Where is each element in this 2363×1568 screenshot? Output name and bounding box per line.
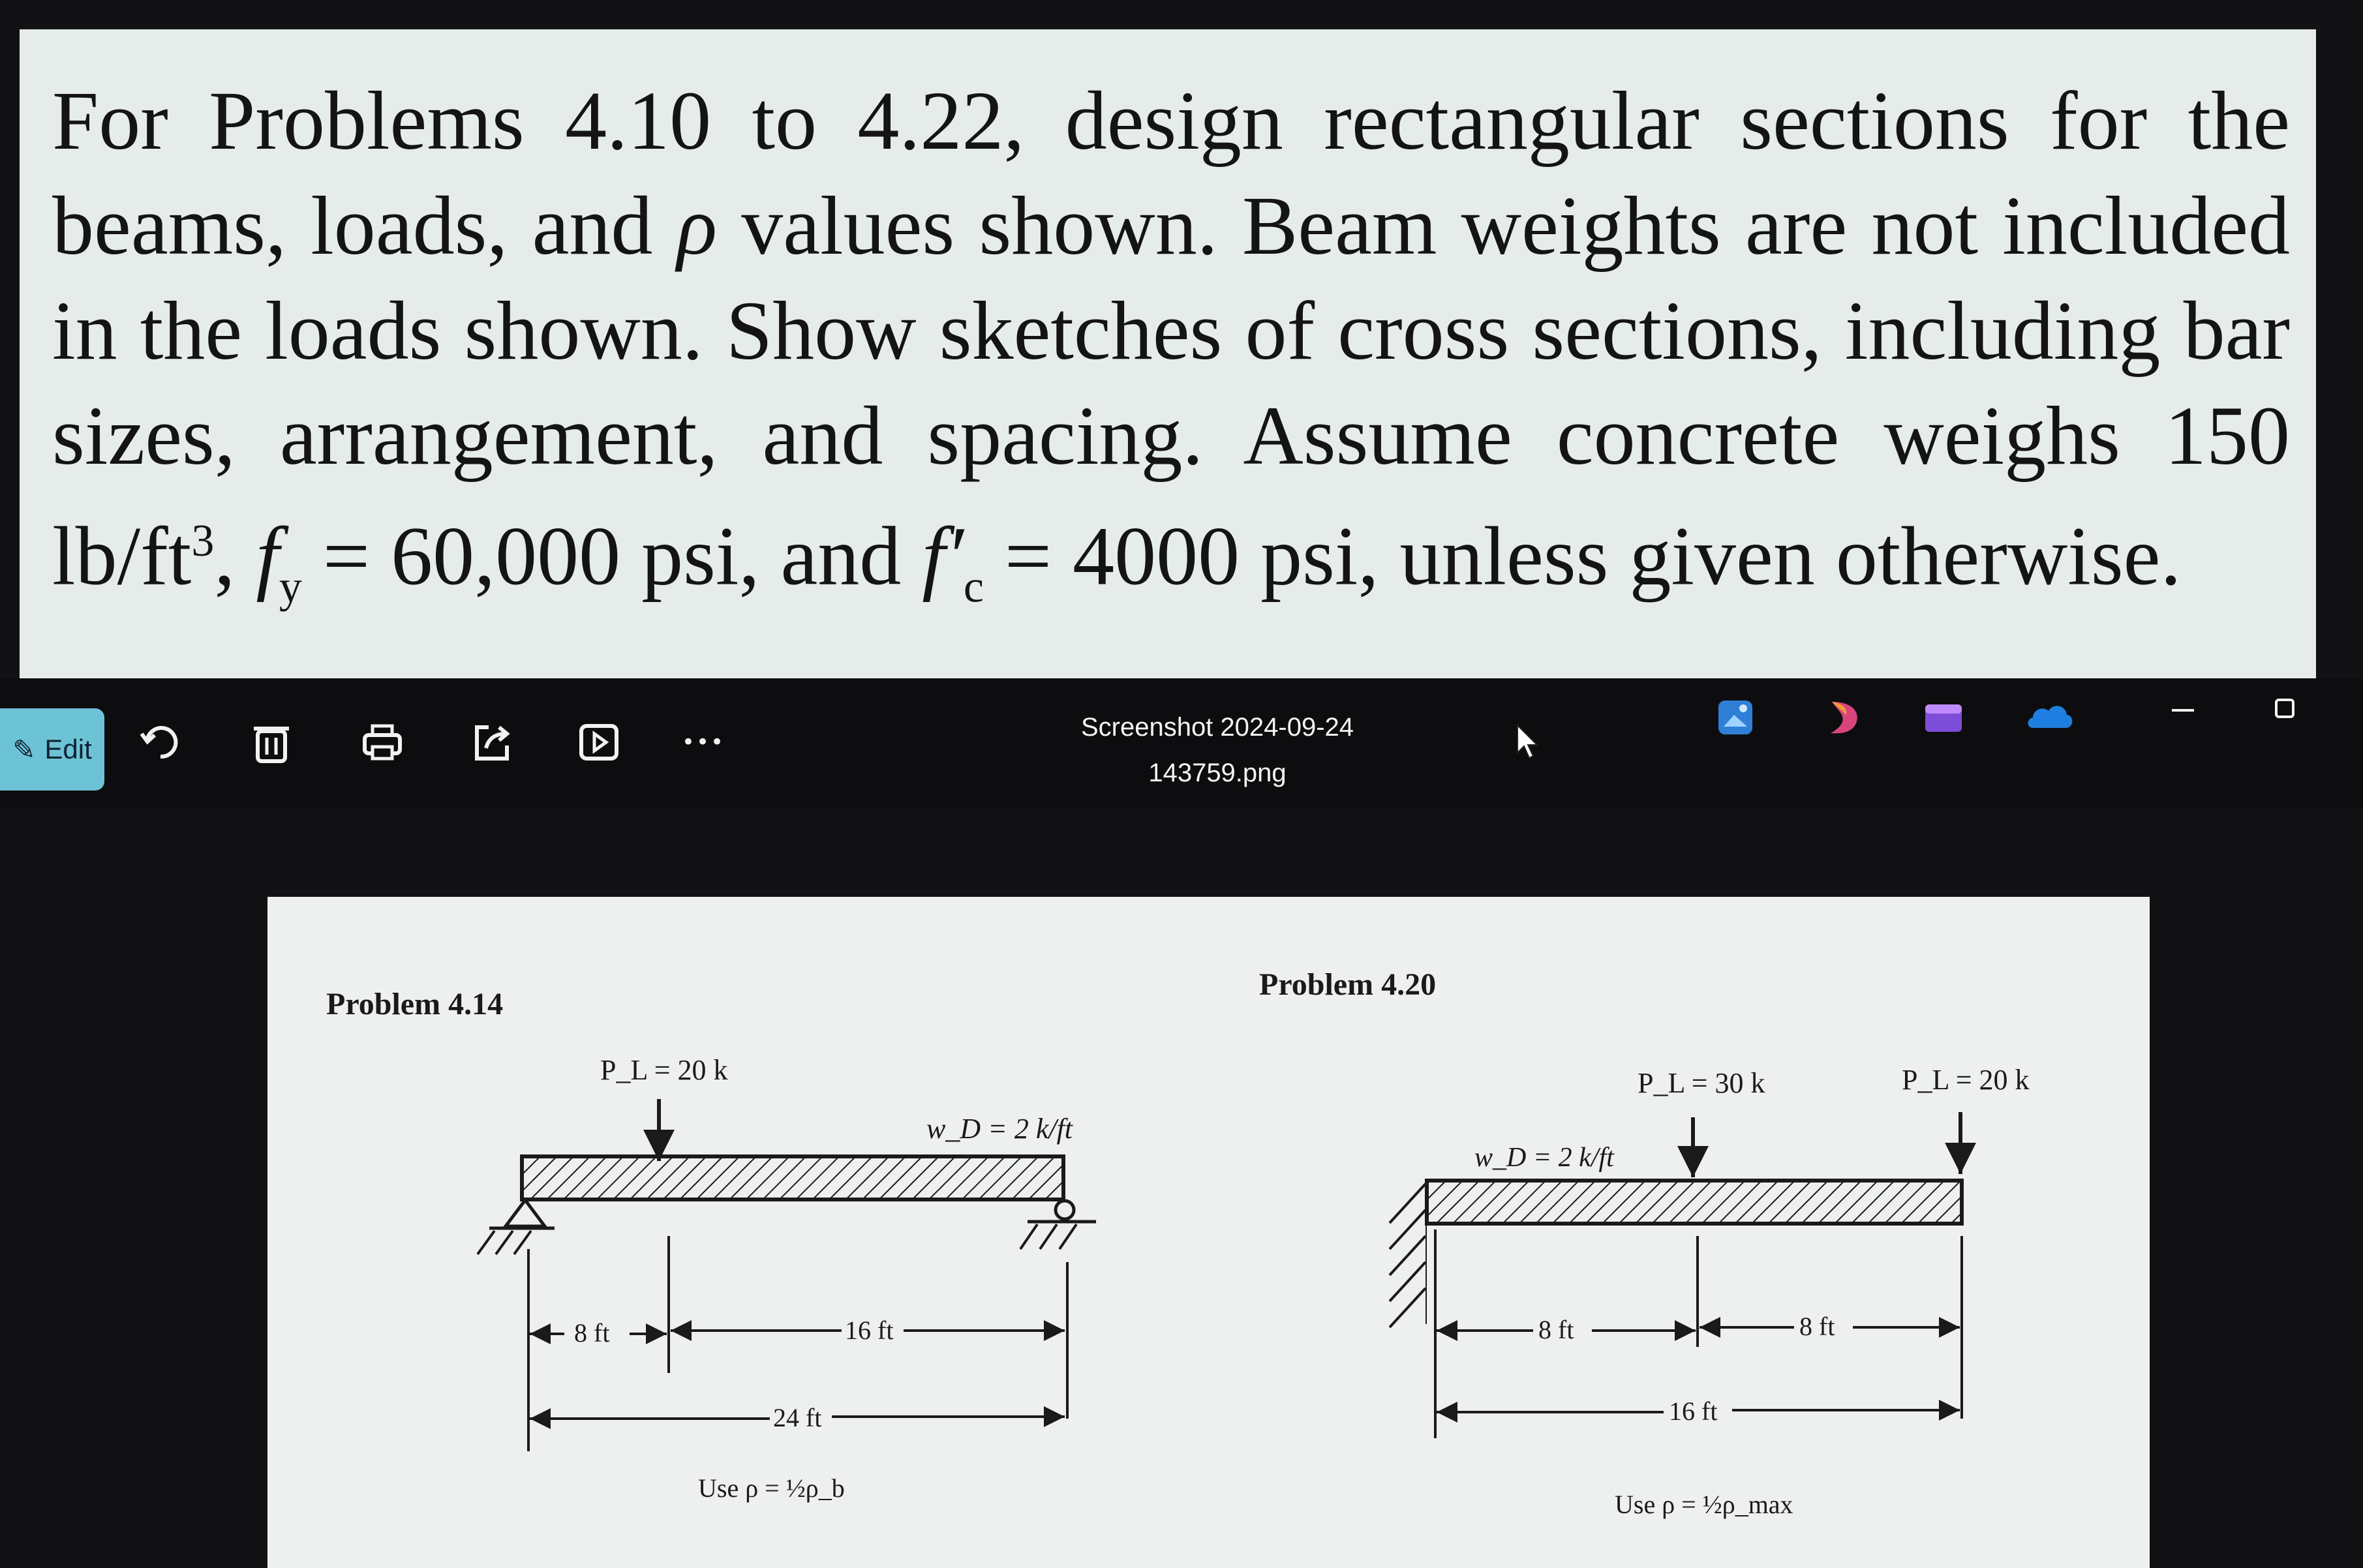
file-title: Screenshot 2024-09-24 143759.png bbox=[1080, 713, 1354, 787]
p420-dim-8ft-right: 8 ft bbox=[1799, 1312, 1835, 1341]
onedrive-cloud-icon bbox=[2024, 698, 2076, 737]
more-icon: ••• bbox=[681, 729, 725, 755]
rotate-icon bbox=[138, 719, 183, 765]
designer-app-icon[interactable] bbox=[1913, 686, 1975, 749]
problem-4-20-title: Problem 4.20 bbox=[1259, 967, 1437, 1002]
edit-button[interactable] bbox=[0, 708, 104, 791]
rotate-button[interactable] bbox=[130, 712, 191, 772]
p420-point-load-1-label: P_L = 30 k bbox=[1638, 1067, 1765, 1099]
share-icon bbox=[469, 719, 515, 765]
p414-point-load-label: P_L = 20 k bbox=[600, 1054, 728, 1086]
trash-icon bbox=[249, 719, 294, 765]
p414-pin-support bbox=[506, 1200, 545, 1226]
edit-label: Edit bbox=[44, 734, 92, 764]
photos-icon bbox=[1715, 697, 1756, 738]
cube-exponent: 3 bbox=[191, 516, 215, 566]
slideshow-button[interactable] bbox=[569, 712, 629, 772]
p420-distributed-load-label: w_D = 2 k/ft bbox=[1474, 1143, 1614, 1173]
fy-value: = 60,000 psi, and bbox=[301, 509, 922, 603]
p414-beam bbox=[522, 1156, 1063, 1199]
beam-diagrams bbox=[267, 897, 2150, 1568]
mouse-cursor-icon bbox=[1512, 721, 1545, 761]
fy-symbol: f bbox=[256, 509, 279, 603]
p420-cantilever-beam bbox=[1427, 1181, 1962, 1224]
edit-pencil-icon: ✎ bbox=[12, 734, 36, 765]
print-button[interactable] bbox=[352, 712, 412, 772]
statement-text-1: For Problems 4.10 to 4.22, design rectangular sections for the beams, loads, and bbox=[52, 74, 2290, 272]
photos-app-icon[interactable] bbox=[1704, 686, 1767, 749]
p414-roller-support bbox=[1056, 1201, 1074, 1219]
more-options-button[interactable] bbox=[673, 712, 733, 772]
p414-dim-16ft: 16 ft bbox=[845, 1316, 894, 1345]
p414-distributed-load-label: w_D = 2 k/ft bbox=[926, 1113, 1073, 1145]
p420-dim-16ft: 16 ft bbox=[1669, 1396, 1718, 1426]
fc-symbol: f′ bbox=[922, 509, 964, 603]
p414-use-rho: Use ρ = ½ρ_b bbox=[698, 1473, 845, 1503]
p420-dim-8ft-left: 8 ft bbox=[1538, 1315, 1574, 1344]
rho-symbol: ρ bbox=[677, 179, 718, 272]
statement-text-2: values shown. Beam weights are not included in the loads shown. Show sketches of cross sections, including bar sizes, arrangement, and spacing. Assume concrete weighs 150 lb/ft bbox=[52, 179, 2291, 603]
clipchamp-app-icon[interactable] bbox=[1812, 686, 1875, 749]
share-button[interactable] bbox=[462, 712, 522, 772]
minimize-icon bbox=[2167, 692, 2199, 725]
p420-point-load-2-label: P_L = 20 k bbox=[1902, 1064, 2030, 1096]
fc-value: = 4000 psi, unless given otherwise. bbox=[983, 509, 2182, 603]
p414-dim-24ft: 24 ft bbox=[773, 1403, 822, 1432]
clipchamp-icon bbox=[1823, 697, 1865, 738]
minimize-button[interactable] bbox=[2153, 678, 2213, 738]
p414-dim-8ft: 8 ft bbox=[574, 1318, 610, 1348]
fy-subscript: y bbox=[279, 562, 302, 612]
delete-button[interactable] bbox=[241, 712, 301, 772]
maximize-button[interactable] bbox=[2255, 678, 2315, 738]
problem-statement: For Problems 4.10 to 4.22, design rectangular sections for the beams, loads, and ρ values shown. Beam weights are not included in the loads shown. Show sketches of cross sections, including bar sizes, arrangement, and spacing. Assume concrete weighs 150 $lb/ft^3$, $f_y = 60,000$ psi, and $f'_c = 4000$ psi, unless given otherwise. bbox=[20, 29, 2316, 688]
figure-panel bbox=[267, 897, 2150, 1568]
printer-icon bbox=[359, 719, 405, 765]
problem-4-14-title: Problem 4.14 bbox=[326, 987, 504, 1021]
onedrive-app-icon[interactable] bbox=[2019, 686, 2081, 749]
p420-use-rho: Use ρ = ½ρ_max bbox=[1615, 1490, 1793, 1519]
maximize-icon bbox=[2268, 692, 2301, 725]
fc-subscript: c bbox=[963, 562, 984, 612]
designer-icon bbox=[1921, 697, 1967, 738]
play-icon bbox=[576, 719, 622, 765]
